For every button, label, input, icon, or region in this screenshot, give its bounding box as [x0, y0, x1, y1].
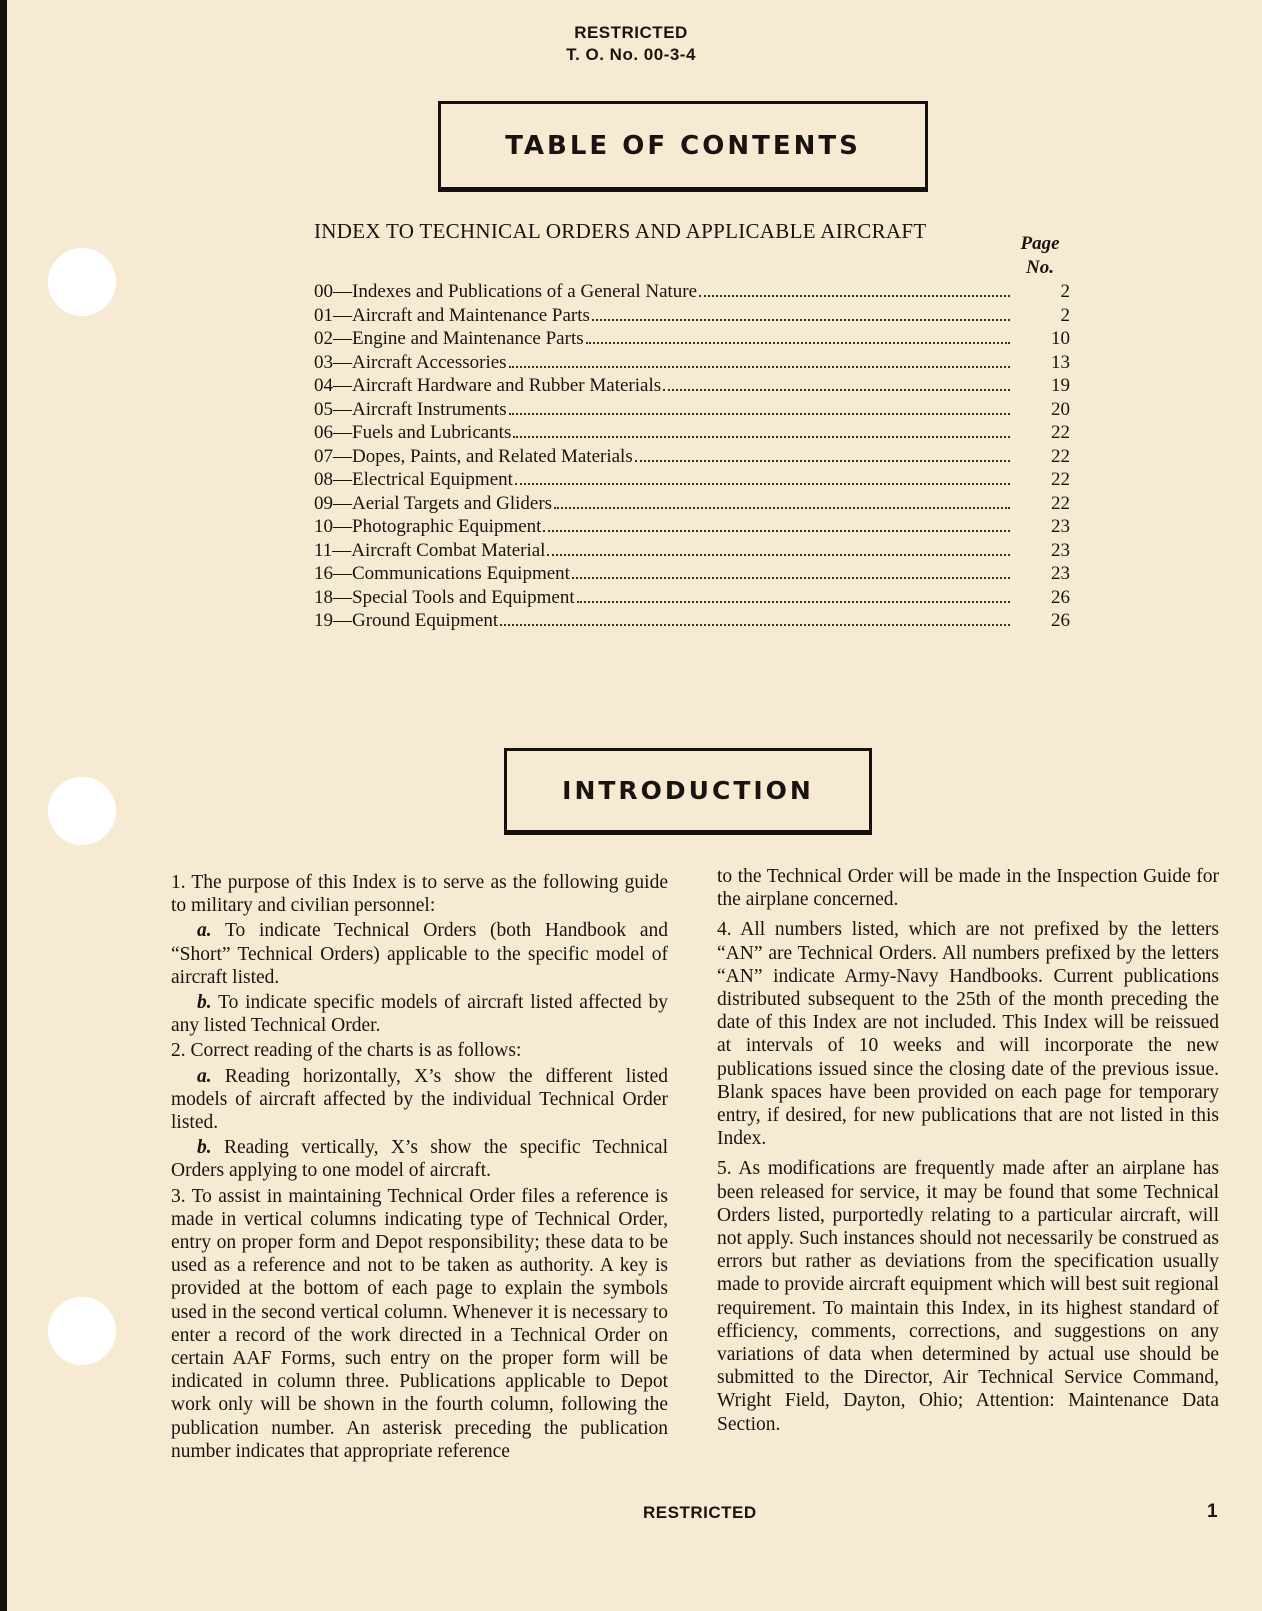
toc-entry-label: 06—Fuels and Lubricants [314, 422, 512, 443]
header-classification: RESTRICTED [574, 23, 688, 42]
toc-entry [314, 610, 1070, 634]
toc-title: TABLE OF CONTENTS [505, 130, 861, 161]
leader-dots [699, 295, 1010, 297]
toc-entry-label: 10—Photographic Equipment [314, 516, 542, 537]
toc-entry [314, 516, 1070, 540]
toc-entry [314, 352, 1070, 376]
intro-column-right [717, 865, 1219, 1438]
paragraph-1: 1. The purpose of this Index is to serve as the following guide to military and civilian personnel: [171, 872, 668, 917]
toc-entry-page: 23 [1051, 516, 1070, 537]
leader-dots [577, 601, 1010, 603]
intro-column-left [171, 871, 668, 1465]
toc-entry-label: 04—Aircraft Hardware and Rubber Materials [314, 375, 662, 396]
toc-entry-page: 2 [1060, 281, 1070, 302]
paragraph-3: 3. To assist in maintaining Technical Order files a reference is made in vertical columns indicating type of Technical Order, entry on proper form and Depot responsibility; these data to be used as a reference and not to be taken as authority. A key is provided at the bottom of each page to explain the symbols used in the second vertical column. Whenever it is necessary to enter a record of the work directed in a Technical Order on certain AAF Forms, such entry on the proper form will be indicated in column three. Publications applicable to Depot work only will be shown in the fourth column, following the publication number. An asterisk preceding the publication number indicates that appropriate reference [171, 1185, 668, 1462]
leader-dots [547, 554, 1010, 556]
page-header [0, 22, 1262, 66]
toc-entry-page: 22 [1051, 492, 1070, 514]
paragraph-2b: b. Reading vertically, X’s show the specific Technical Orders applying to one model of aircraft. [171, 1137, 668, 1182]
toc-entry [314, 446, 1070, 470]
toc-entry-page: 19 [1051, 375, 1070, 396]
leader-dots [635, 460, 1010, 462]
toc-entry [314, 540, 1070, 564]
introduction-title-box [504, 748, 872, 835]
toc-entry [314, 399, 1070, 423]
leader-dots [554, 507, 1010, 509]
paragraph-2: 2. Correct reading of the charts is as follows: [171, 1040, 522, 1062]
leader-dots [500, 624, 1010, 626]
paragraph-1a: a. To indicate Technical Orders (both Handbook and “Short” Technical Orders) applicable to the specific model of aircraft listed. [171, 920, 668, 988]
leader-dots [592, 319, 1010, 321]
toc-entry-page: 26 [1051, 610, 1070, 631]
header-to-number: T. O. No. 00-3-4 [566, 45, 696, 64]
toc-entry [314, 305, 1070, 329]
toc-entry [314, 422, 1070, 446]
punch-hole [48, 777, 116, 845]
toc-entry [314, 469, 1070, 493]
leader-dots [572, 577, 1010, 579]
toc-entry [314, 493, 1070, 517]
toc-entry-page: 10 [1051, 328, 1070, 349]
toc-entry-page: 23 [1051, 563, 1070, 584]
toc-entry [314, 328, 1070, 352]
toc-title-box [438, 101, 928, 192]
leader-dots [509, 366, 1010, 368]
leader-dots [663, 389, 1010, 391]
toc-entry-page: 22 [1051, 469, 1070, 490]
toc-entry-label: 19—Ground Equipment [314, 610, 499, 631]
toc-entry-label: 18—Special Tools and Equipment [314, 586, 575, 608]
scan-edge [0, 0, 7, 1611]
toc-entry-page: 26 [1051, 586, 1070, 608]
toc-entry-page: 22 [1051, 422, 1070, 443]
toc-entry-label: 09—Aerial Targets and Gliders [314, 492, 553, 514]
toc-entry-label: 01—Aircraft and Maintenance Parts [314, 304, 590, 326]
leader-dots [509, 413, 1010, 415]
leader-dots [543, 530, 1010, 532]
footer-classification: RESTRICTED [643, 1503, 757, 1522]
paragraph-1b: b. To indicate specific models of aircraft listed affected by any listed Technical Order. [171, 992, 668, 1037]
leader-dots [513, 436, 1010, 438]
toc-entry-page: 2 [1060, 304, 1070, 326]
toc-entry-page: 22 [1051, 445, 1070, 467]
paragraph-4: 4. All numbers listed, which are not prefixed by the letters “AN” are Technical Orders. All numbers prefixed by the letters “AN” indicate Army-Navy Handbooks. Current publications distributed subsequent to the 25th of the month preceding the date of this Index are not included. This Index will be reissued at intervals of 10 weeks and will incorporate the new publications issued since the closing date of the previous issue. Blank spaces have been provided on each page for temporary entry, if desired, for new publications that are not listed in this Index. [717, 919, 1219, 1150]
toc-entry-label: 03—Aircraft Accessories [314, 351, 507, 373]
introduction-title: INTRODUCTION [562, 776, 814, 805]
paragraph-3-continued: to the Technical Order will be made in the Inspection Guide for the airplane concerned. [717, 866, 1219, 911]
toc-entry-label: 00—Indexes and Publications of a General Nature [314, 281, 698, 302]
punch-hole [48, 1297, 116, 1365]
toc-entry [314, 587, 1070, 611]
toc-entry-page: 20 [1051, 398, 1070, 420]
toc-entry-label: 16—Communications Equipment [314, 563, 570, 584]
paragraph-2a: a. Reading horizontally, X’s show the different listed models of aircraft affected by the individual Technical Order listed. [171, 1065, 669, 1134]
toc-entry-label: 08—Electrical Equipment [314, 469, 513, 490]
toc-entry-page: 13 [1051, 351, 1070, 373]
toc-list [314, 281, 1070, 634]
leader-dots [586, 342, 1010, 344]
toc-entry-label: 02—Engine and Maintenance Parts [314, 328, 584, 349]
page-number: 1 [1207, 1501, 1218, 1522]
toc-entry-label: 11—Aircraft Combat Material [314, 539, 546, 561]
toc-heading: INDEX TO TECHNICAL ORDERS AND APPLICABLE AIRCRAFT [314, 219, 927, 243]
page-column-header: Page No. [1020, 233, 1060, 278]
toc-entry [314, 281, 1070, 305]
paragraph-5: 5. As modifications are frequently made after an airplane has been released for service, it may be found that some Technical Orders listed, purportedly relating to a particular aircraft, will not apply. Such instances should not necessarily be construed as errors but rather as deviations from the specification usually made to provide aircraft equipment which will best suit regional requirement. To maintain this Index, in its highest standard of efficiency, comments, corrections, and suggestions on any variations of data when determined by actual use should be submitted to the Director, Air Technical Service Command, Wright Field, Dayton, Ohio; Attention: Maintenance Data Section. [717, 1158, 1219, 1435]
toc-entry-label: 07—Dopes, Paints, and Related Materials [314, 445, 633, 467]
punch-hole [48, 248, 116, 316]
toc-entry-page: 23 [1051, 539, 1070, 561]
toc-entry-label: 05—Aircraft Instruments [314, 398, 507, 420]
toc-entry [314, 375, 1070, 399]
toc-entry [314, 563, 1070, 587]
leader-dots [515, 483, 1010, 485]
